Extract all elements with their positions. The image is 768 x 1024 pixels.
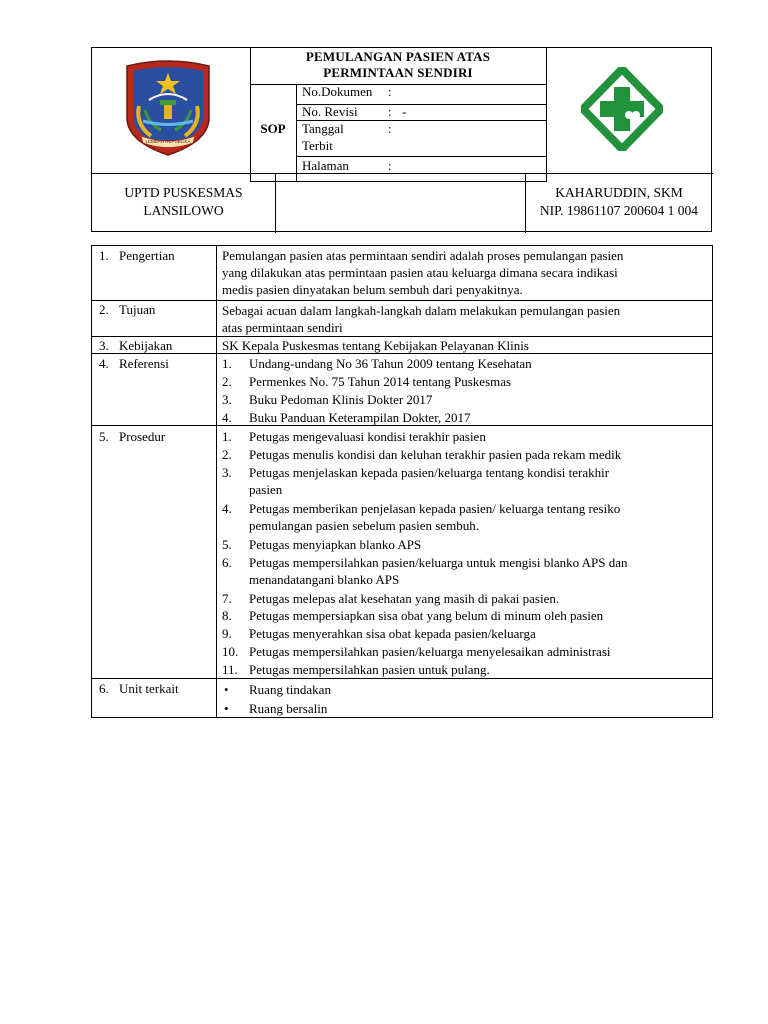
logo-ribbon-text: LEMBAH REPUBLIKA [145,139,191,144]
sop-document-page: LEMBAH REPUBLIKA PEMULANGAN PASIEN ATAS PERMINTAAN SENDIRI SOP No.Dokumen : No. Revisi : - Tanggal : Terbit Halaman : UPTD PUSKESMAS LANSILOWO KAHARUDDIN, SKM NIP. 19861107 200604 1 004 1. Pengertian Pemulangan pasien atas permintaan sendiri adalah proses pemulangan pasien yang dilakukan atas permintaan pasien atau keluarga dimana secara indikasi medis pasien dinyatakan belum sembuh dari penyakitnya. 2. Tujuan Sebagai acuan dalam langkah-langkah dalam melakukan pemulangan pasien atas permintaan sendiri 3. Kebijakan SK Kepala Puskesmas tentang Kebijakan Pelayanan Klinis 4. Referensi 1. Undang-undang No 36 Tahun 2009 tentang Kesehatan 2. Permenkes No. 75 Tahun 2014 tentang Puskesmas 3. Buku Pedoman Klinis Dokter 2017 4. Buku Panduan Keterampilan Dokter, 2017 5. Prosedur 1. Petugas mengevaluasi kondisi terakhir pasien 2. Petugas menulis kondisi dan keluhan terakhir pasien pada rekam medik 3. Petugas menjelaskan kepada pasien/keluarga tentang kondisi terakhir pasien 4. Petugas memberikan penjelasan kepada pasien/ keluarga tentang resiko pemulangan pasien sebelum pasien sembuh. 5. Petugas menyiapkan blanko APS 6. Petugas mempersilahkan pasien/keluarga untuk mengisi blanko APS dan menandatangani blanko APS 7. Petugas melepas alat kesehatan yang masih di pakai pasien. 8. Petugas mempersiapkan sisa obat yang belum di minum oleh pasien 9. Petugas menyerahkan sisa obat kepada pasien/keluarga 10. Petugas mempersilahkan pasien/keluarga menyelesaikan administrasi 11. Petugas mempersilahkan pasien untuk pulang. 6. Unit terkait • Ruang tindakan • Ruang bersalin [0,0,768,1024]
meta-terbit: Terbit [302,138,333,153]
meta-halaman: Halaman : [302,158,392,173]
pengertian-text: Pemulangan pasien atas permintaan sendiri adalah proses pemulangan pasien yang dilakukan atas permintaan pasien atau keluarga dimana secara indikasi medis pasien dinyatakan belum sembuh dari penyakitnya. [222,248,624,297]
meta-no-revisi: No. Revisi : - [302,104,407,119]
bullet-icon: • [224,682,229,697]
title-line-1: PEMULANGAN PASIEN ATAS [305,49,491,64]
sop-label: SOP [260,121,286,136]
tujuan-text: Sebagai acuan dalam langkah-langkah dalam melakukan pemulangan pasien atas permintaan sendiri [222,303,621,335]
kebijakan-text: SK Kepala Puskesmas tentang Kebijakan Pelayanan Klinis [222,338,529,353]
meta-tanggal: Tanggal : [302,121,392,136]
regency-coat-of-arms-logo [123,58,213,156]
section-label-tujuan: 2. Tujuan [99,302,156,317]
title-line-2: PERMINTAAN SENDIRI [323,65,473,80]
signer-nip: NIP. 19861107 200604 1 004 [539,203,699,218]
section-label-prosedur: 5. Prosedur [99,429,166,444]
section-label-kebijakan: 3. Kebijakan [99,338,173,353]
signer-name: KAHARUDDIN, SKM [555,185,683,200]
organization-name: UPTD PUSKESMAS LANSILOWO [124,185,243,218]
puskesmas-green-cross-logo [581,67,663,151]
section-label-referensi: 4. Referensi [99,356,169,371]
bullet-icon: • [224,701,229,716]
section-label-pengertian: 1. Pengertian [99,248,175,263]
section-label-unit-terkait: 6. Unit terkait [99,681,179,696]
signer-block [526,182,712,231]
meta-no-dokumen: No.Dokumen : [302,84,392,99]
document-title [250,48,546,84]
